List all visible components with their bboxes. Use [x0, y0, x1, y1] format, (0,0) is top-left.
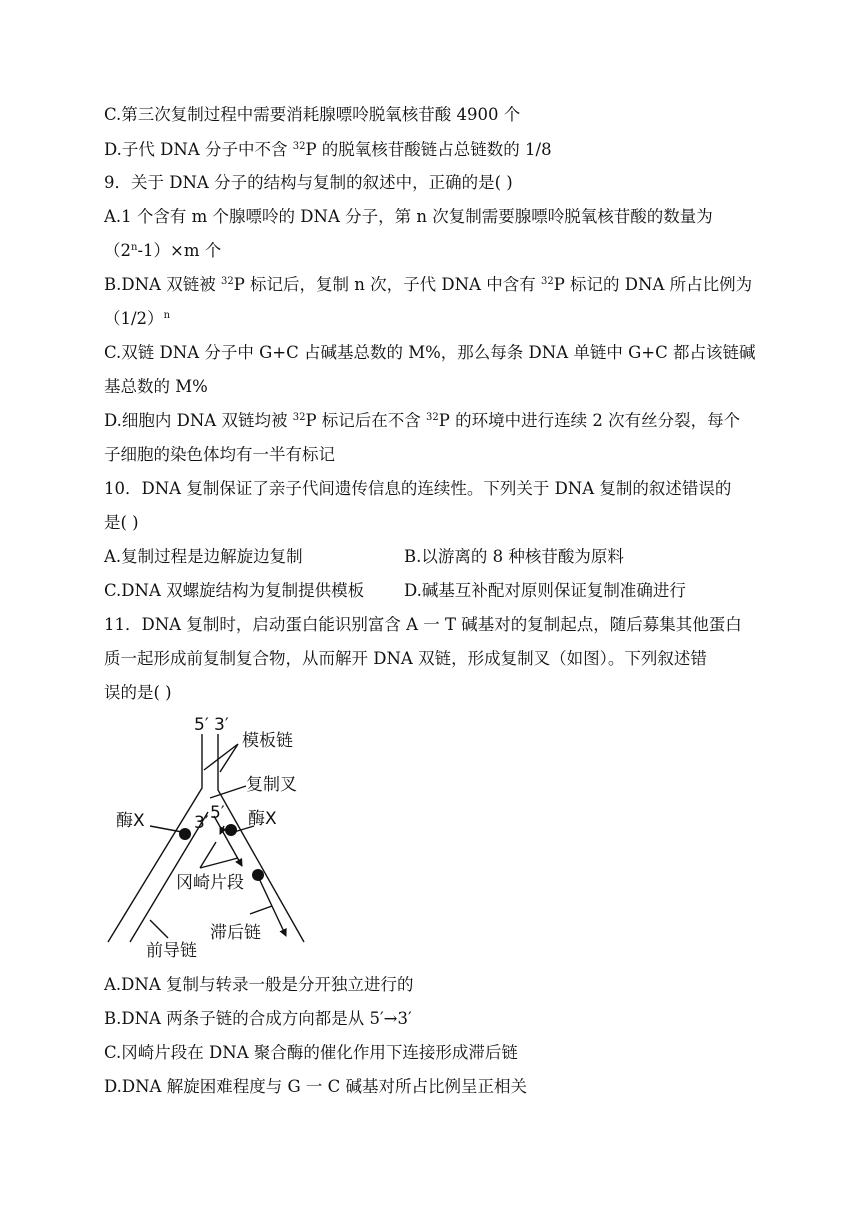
q9-option-b-line1 [104, 274, 752, 296]
q9-stem: 9．关于 DNA 分子的结构与复制的叙述中，正确的是( ) [104, 173, 513, 192]
q10-option-a: A.复制过程是边解旋边复制 [104, 547, 303, 566]
label-3prime-mid: 3′ [194, 813, 209, 833]
q8-option-c: C.第三次复制过程中需要消耗腺嘌呤脱氧核苷酸 4900 个 [104, 105, 521, 124]
lagging-leader [250, 906, 272, 914]
enzyme-x-dot-lagging [252, 869, 264, 881]
q9-option-d-line1 [104, 410, 740, 432]
label-3prime-top: 3′ [214, 715, 229, 735]
enzyme-x-dot-right [225, 824, 237, 836]
q9-a2-part2: -1）×m 个 [137, 241, 222, 260]
label-lagging-strand: 滞后链 [210, 923, 261, 943]
q11-option-a: A.DNA 复制与转录一般是分开独立进行的 [104, 975, 414, 994]
q11-option-c: C.冈崎片段在 DNA 聚合酶的催化作用下连接形成滞后链 [104, 1043, 518, 1062]
label-enzyme-x-left: 酶X [116, 811, 145, 831]
template-leader [204, 744, 238, 772]
q10-stem-line2: 是( ) [104, 513, 139, 532]
enzyme-x-dot-left [179, 828, 191, 840]
q10-option-d: D.碱基互补配对原则保证复制准确进行 [404, 581, 686, 600]
q10-option-b: B.以游离的 8 种核苷酸为原料 [404, 547, 624, 566]
q11-stem-line1: 11．DNA 复制时，启动蛋白能识别富含 A 一 T 碱基对的复制起点，随后募集其他蛋白 [104, 615, 742, 634]
label-okazaki-fragment: 冈崎片段 [176, 873, 244, 893]
q10-stem-line1: 10．DNA 复制保证了亲子代间遗传信息的连续性。下列关于 DNA 复制的叙述错误的 [104, 479, 732, 498]
q11-stem-line3: 误的是( ) [104, 683, 172, 702]
q9-option-c-line1: C.双链 DNA 分子中 G+C 占碱基总数的 M%，那么每条 DNA 单链中 G+C 都占该链碱 [104, 343, 756, 362]
q9-a2-part1: （2 [104, 241, 131, 260]
q9-d1-sup1: 32 [292, 412, 306, 423]
q11-option-d: D.DNA 解旋困难程度与 G 一 C 碱基对所占比例呈正相关 [104, 1077, 527, 1096]
q11-option-b: B.DNA 两条子链的合成方向都是从 5′→3′ [104, 1009, 412, 1028]
q9-a2-sup: n [131, 242, 138, 253]
q9-option-a-line2 [104, 240, 221, 262]
fork-leader [210, 786, 246, 798]
q9-d1-sup2: 32 [426, 412, 439, 423]
q9-option-b-line2 [104, 308, 170, 330]
q9-option-c-line2: 基总数的 M% [104, 377, 208, 396]
q9-b1-sup2: 32 [540, 276, 554, 287]
label-template-strand: 模板链 [242, 731, 293, 751]
q9-b2-part1: （1/2） [104, 309, 164, 328]
label-5prime-mid: 5′ [210, 803, 225, 823]
q9-b1-part3: P 标记的 DNA 所占比例为 [553, 275, 753, 294]
q10-option-c: C.DNA 双螺旋结构为复制提供模板 [104, 581, 365, 600]
q8-d-part1: D.子代 DNA 分子中不含 [104, 140, 293, 159]
label-enzyme-x-right: 酶X [248, 809, 277, 829]
q9-d1-part3: P 的环境中进行连续 2 次有丝分裂，每个 [438, 411, 741, 430]
label-5prime-top: 5′ [194, 715, 209, 735]
template-strand-right [218, 734, 304, 942]
q8-option-d [104, 139, 552, 161]
q8-d-sup: 32 [292, 141, 306, 152]
q9-b1-sup1: 32 [220, 276, 234, 287]
q9-option-d-line2: 子细胞的染色体均有一半有标记 [104, 445, 335, 464]
q9-b1-part2: P 标记后，复制 n 次，子代 DNA 中含有 [233, 275, 541, 294]
replication-fork-diagram [96, 708, 336, 966]
q9-b1-part1: B.DNA 双链被 [104, 275, 221, 294]
q8-d-part2: P 的脱氧核苷酸链占总链数的 1/8 [305, 140, 552, 159]
q9-d1-part1: D.细胞内 DNA 双链均被 [104, 411, 293, 430]
q11-stem-line2: 质一起形成前复制复合物，从而解开 DNA 双链，形成复制叉（如图）。下列叙述错 [104, 649, 707, 668]
okazaki-leader [200, 842, 238, 868]
leading-leader [150, 920, 168, 938]
q9-b2-sup: n [163, 310, 171, 321]
label-leading-strand: 前导链 [146, 941, 197, 961]
label-replication-fork: 复制叉 [246, 775, 297, 795]
q9-d1-part2: P 标记后在不含 [305, 411, 427, 430]
q9-option-a-line1: A.1 个含有 m 个腺嘌呤的 DNA 分子，第 n 次复制需要腺嘌呤脱氧核苷酸的数量为 [104, 207, 713, 226]
